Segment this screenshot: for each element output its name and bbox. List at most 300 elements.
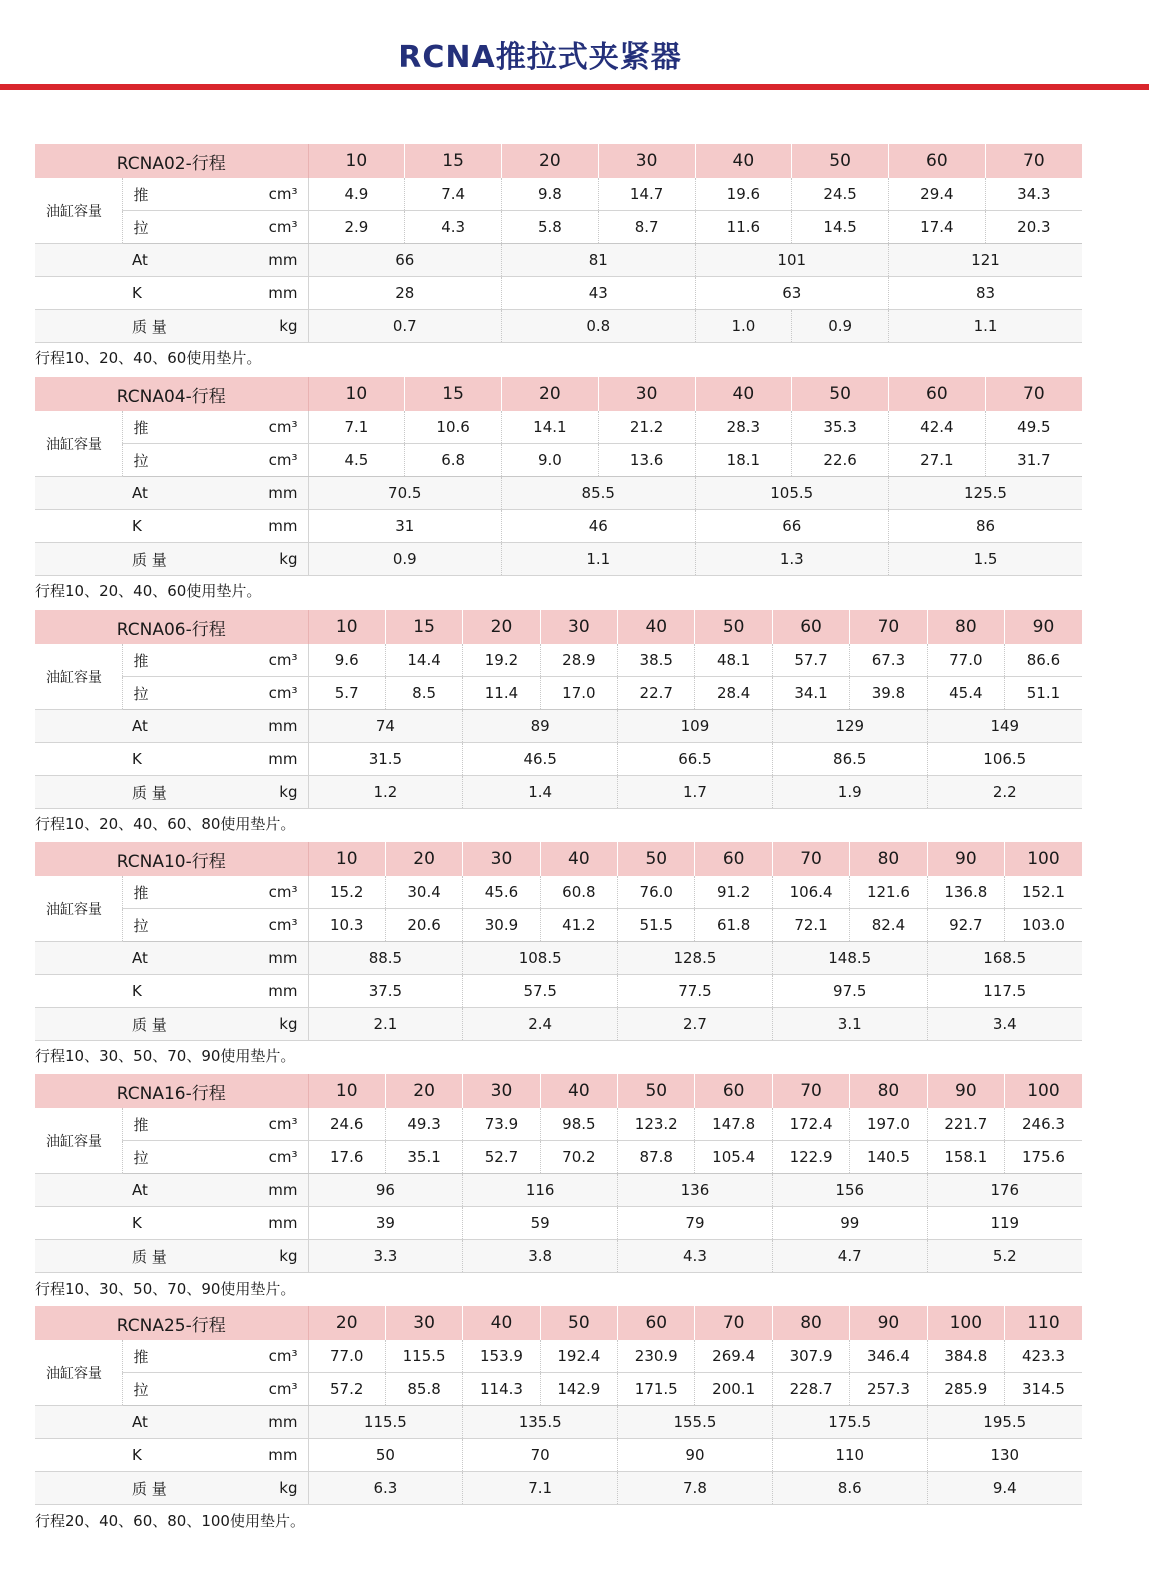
push-capacity-row	[35, 1340, 1082, 1373]
push-value: 60.8	[540, 876, 617, 909]
push-label: 推	[122, 644, 266, 677]
mass-value: 3.3	[308, 1240, 463, 1273]
at-row	[35, 1174, 1082, 1207]
stroke-value: 80	[850, 1074, 927, 1108]
mass-value: 7.8	[618, 1472, 773, 1505]
k-value: 77.5	[618, 975, 773, 1008]
at-value: 156	[772, 1174, 927, 1207]
unit-label: mm	[266, 510, 308, 543]
push-capacity-row	[35, 411, 1082, 444]
mass-value: 1.3	[695, 543, 889, 576]
k-value: 28	[308, 277, 502, 310]
push-capacity-row	[35, 644, 1082, 677]
unit-label: kg	[266, 1472, 308, 1505]
mass-value: 3.4	[927, 1008, 1082, 1041]
push-value: 9.8	[502, 178, 599, 211]
pull-value: 114.3	[463, 1373, 540, 1406]
stroke-header-row	[35, 377, 1082, 411]
unit-label: kg	[266, 310, 308, 343]
stroke-value: 20	[385, 842, 462, 876]
pull-value: 4.3	[405, 211, 502, 244]
k-value: 59	[463, 1207, 618, 1240]
push-label: 推	[122, 1108, 266, 1141]
pull-value: 20.6	[385, 909, 462, 942]
k-value: 43	[502, 277, 696, 310]
stroke-value: 90	[1005, 610, 1082, 644]
k-value: 66	[695, 510, 889, 543]
k-label: K	[35, 1439, 266, 1472]
pull-label: 拉	[122, 444, 266, 477]
pull-value: 57.2	[308, 1373, 385, 1406]
at-label: At	[35, 477, 266, 510]
push-value: 24.6	[308, 1108, 385, 1141]
at-row	[35, 1406, 1082, 1439]
mass-row	[35, 310, 1082, 343]
pull-value: 11.6	[695, 211, 792, 244]
k-value: 110	[772, 1439, 927, 1472]
at-value: 70.5	[308, 477, 502, 510]
k-label: K	[35, 975, 266, 1008]
stroke-value: 20	[463, 610, 540, 644]
pull-value: 61.8	[695, 909, 772, 942]
pull-value: 18.1	[695, 444, 792, 477]
k-value: 57.5	[463, 975, 618, 1008]
pull-value: 39.8	[850, 677, 927, 710]
mass-value: 7.1	[463, 1472, 618, 1505]
push-value: 230.9	[618, 1340, 695, 1373]
pull-value: 142.9	[540, 1373, 617, 1406]
pull-value: 28.4	[695, 677, 772, 710]
pull-value: 13.6	[598, 444, 695, 477]
pull-value: 92.7	[927, 909, 1004, 942]
pull-value: 314.5	[1005, 1373, 1082, 1406]
stroke-header-row	[35, 610, 1082, 644]
stroke-value: 100	[1005, 1074, 1082, 1108]
push-value: 346.4	[850, 1340, 927, 1373]
mass-value: 4.3	[618, 1240, 773, 1273]
push-label: 推	[122, 876, 266, 909]
mass-label: 质 量	[35, 543, 266, 576]
k-row	[35, 1439, 1082, 1472]
stroke-value: 70	[772, 1074, 849, 1108]
k-value: 37.5	[308, 975, 463, 1008]
pull-value: 82.4	[850, 909, 927, 942]
spec-table	[35, 1074, 1082, 1273]
pull-value: 34.1	[772, 677, 849, 710]
k-value: 119	[927, 1207, 1082, 1240]
push-value: 30.4	[385, 876, 462, 909]
at-value: 135.5	[463, 1406, 618, 1439]
push-value: 221.7	[927, 1108, 1004, 1141]
at-row	[35, 710, 1082, 743]
k-value: 90	[618, 1439, 773, 1472]
pull-value: 51.5	[618, 909, 695, 942]
stroke-header-row	[35, 1306, 1082, 1340]
mass-value: 2.1	[308, 1008, 463, 1041]
at-value: 101	[695, 244, 889, 277]
mass-value: 1.1	[889, 310, 1083, 343]
cylinder-capacity-label: 油缸容量	[35, 876, 122, 942]
pull-value: 11.4	[463, 677, 540, 710]
stroke-value: 10	[308, 144, 405, 178]
stroke-value: 60	[772, 610, 849, 644]
pull-value: 285.9	[927, 1373, 1004, 1406]
push-value: 269.4	[695, 1340, 772, 1373]
k-value: 83	[889, 277, 1083, 310]
at-value: 136	[618, 1174, 773, 1207]
k-row	[35, 1207, 1082, 1240]
push-value: 4.9	[308, 178, 405, 211]
pull-value: 171.5	[618, 1373, 695, 1406]
unit-label: kg	[266, 1240, 308, 1273]
push-label: 推	[122, 411, 266, 444]
unit-label: cm³	[266, 1373, 308, 1406]
stroke-value: 70	[850, 610, 927, 644]
push-value: 307.9	[772, 1340, 849, 1373]
push-value: 106.4	[772, 876, 849, 909]
k-row	[35, 510, 1082, 543]
pull-label: 拉	[122, 909, 266, 942]
pull-value: 103.0	[1005, 909, 1082, 942]
mass-value: 2.2	[927, 776, 1082, 809]
k-value: 31	[308, 510, 502, 543]
push-value: 49.3	[385, 1108, 462, 1141]
k-value: 86	[889, 510, 1083, 543]
stroke-value: 30	[598, 144, 695, 178]
push-value: 15.2	[308, 876, 385, 909]
mass-value: 0.9	[308, 543, 502, 576]
k-value: 117.5	[927, 975, 1082, 1008]
pull-value: 30.9	[463, 909, 540, 942]
push-value: 48.1	[695, 644, 772, 677]
stroke-value: 60	[695, 842, 772, 876]
stroke-value: 60	[618, 1306, 695, 1340]
series-label: RCNA02-行程	[35, 144, 308, 178]
unit-label: mm	[266, 277, 308, 310]
push-value: 14.7	[598, 178, 695, 211]
stroke-value: 50	[618, 1074, 695, 1108]
unit-label: mm	[266, 1406, 308, 1439]
push-value: 152.1	[1005, 876, 1082, 909]
k-row	[35, 277, 1082, 310]
mass-label: 质 量	[35, 1008, 266, 1041]
at-row	[35, 477, 1082, 510]
k-value: 70	[463, 1439, 618, 1472]
unit-label: mm	[266, 942, 308, 975]
pull-value: 31.7	[985, 444, 1082, 477]
unit-label: cm³	[266, 677, 308, 710]
mass-value: 9.4	[927, 1472, 1082, 1505]
push-value: 77.0	[927, 644, 1004, 677]
stroke-value: 90	[927, 1074, 1004, 1108]
pull-value: 41.2	[540, 909, 617, 942]
mass-label: 质 量	[35, 776, 266, 809]
unit-label: cm³	[266, 1340, 308, 1373]
pull-value: 9.0	[502, 444, 599, 477]
spec-table	[35, 1306, 1082, 1505]
at-value: 96	[308, 1174, 463, 1207]
push-capacity-row	[35, 876, 1082, 909]
shim-note: 行程10、20、40、60使用垫片。	[35, 582, 262, 600]
pull-value: 17.4	[889, 211, 986, 244]
push-value: 136.8	[927, 876, 1004, 909]
mass-value: 1.7	[618, 776, 773, 809]
push-value: 24.5	[792, 178, 889, 211]
pull-value: 22.7	[618, 677, 695, 710]
pull-value: 122.9	[772, 1141, 849, 1174]
stroke-value: 80	[927, 610, 1004, 644]
pull-value: 52.7	[463, 1141, 540, 1174]
stroke-value: 40	[695, 377, 792, 411]
pull-label: 拉	[122, 211, 266, 244]
cylinder-capacity-label: 油缸容量	[35, 644, 122, 710]
spec-table	[35, 144, 1082, 343]
stroke-value: 40	[463, 1306, 540, 1340]
push-value: 98.5	[540, 1108, 617, 1141]
mass-value: 0.9	[792, 310, 889, 343]
pull-value: 228.7	[772, 1373, 849, 1406]
push-value: 9.6	[308, 644, 385, 677]
pull-value: 17.6	[308, 1141, 385, 1174]
mass-row	[35, 776, 1082, 809]
unit-label: cm³	[266, 444, 308, 477]
push-value: 123.2	[618, 1108, 695, 1141]
k-value: 46	[502, 510, 696, 543]
pull-value: 2.9	[308, 211, 405, 244]
at-value: 128.5	[618, 942, 773, 975]
mass-value: 1.0	[695, 310, 792, 343]
unit-label: mm	[266, 477, 308, 510]
pull-value: 8.5	[385, 677, 462, 710]
title-divider	[0, 84, 1149, 90]
stroke-value: 50	[792, 144, 889, 178]
stroke-value: 30	[385, 1306, 462, 1340]
push-value: 42.4	[889, 411, 986, 444]
pull-value: 20.3	[985, 211, 1082, 244]
spec-table	[35, 842, 1082, 1041]
push-value: 14.1	[502, 411, 599, 444]
mass-row	[35, 1240, 1082, 1273]
push-label: 推	[122, 178, 266, 211]
pull-capacity-row	[35, 1373, 1082, 1406]
push-value: 45.6	[463, 876, 540, 909]
at-value: 88.5	[308, 942, 463, 975]
push-value: 7.4	[405, 178, 502, 211]
push-value: 49.5	[985, 411, 1082, 444]
stroke-value: 50	[695, 610, 772, 644]
unit-label: cm³	[266, 1108, 308, 1141]
at-value: 148.5	[772, 942, 927, 975]
stroke-value: 100	[1005, 842, 1082, 876]
stroke-value: 20	[502, 377, 599, 411]
push-value: 10.6	[405, 411, 502, 444]
at-value: 116	[463, 1174, 618, 1207]
series-label: RCNA25-行程	[35, 1306, 308, 1340]
at-value: 176	[927, 1174, 1082, 1207]
mass-value: 3.8	[463, 1240, 618, 1273]
stroke-value: 110	[1005, 1306, 1082, 1340]
unit-label: cm³	[266, 411, 308, 444]
pull-value: 87.8	[618, 1141, 695, 1174]
series-label: RCNA16-行程	[35, 1074, 308, 1108]
k-value: 86.5	[772, 743, 927, 776]
at-value: 129	[772, 710, 927, 743]
push-value: 35.3	[792, 411, 889, 444]
k-value: 79	[618, 1207, 773, 1240]
pull-value: 200.1	[695, 1373, 772, 1406]
at-value: 109	[618, 710, 773, 743]
push-capacity-row	[35, 1108, 1082, 1141]
unit-label: cm³	[266, 909, 308, 942]
stroke-value: 40	[618, 610, 695, 644]
mass-label: 质 量	[35, 1472, 266, 1505]
stroke-value: 60	[889, 377, 986, 411]
mass-label: 质 量	[35, 1240, 266, 1273]
stroke-value: 50	[792, 377, 889, 411]
at-value: 175.5	[772, 1406, 927, 1439]
shim-note: 行程10、20、40、60、80使用垫片。	[35, 815, 296, 833]
page-title: RCNA推拉式夹紧器	[398, 40, 682, 75]
unit-label: mm	[266, 743, 308, 776]
pull-label: 拉	[122, 677, 266, 710]
shim-note: 行程10、30、50、70、90使用垫片。	[35, 1280, 296, 1298]
mass-value: 1.4	[463, 776, 618, 809]
k-label: K	[35, 510, 266, 543]
mass-value: 6.3	[308, 1472, 463, 1505]
mass-label: 质 量	[35, 310, 266, 343]
stroke-value: 20	[502, 144, 599, 178]
push-value: 91.2	[695, 876, 772, 909]
push-value: 121.6	[850, 876, 927, 909]
at-label: At	[35, 1406, 266, 1439]
unit-label: mm	[266, 1439, 308, 1472]
stroke-value: 50	[618, 842, 695, 876]
push-value: 14.4	[385, 644, 462, 677]
spec-table	[35, 377, 1082, 576]
at-value: 115.5	[308, 1406, 463, 1439]
at-value: 168.5	[927, 942, 1082, 975]
stroke-header-row	[35, 1074, 1082, 1108]
push-value: 19.6	[695, 178, 792, 211]
at-value: 81	[502, 244, 696, 277]
pull-capacity-row	[35, 444, 1082, 477]
stroke-value: 30	[540, 610, 617, 644]
push-value: 246.3	[1005, 1108, 1082, 1141]
pull-value: 6.8	[405, 444, 502, 477]
pull-value: 10.3	[308, 909, 385, 942]
stroke-value: 90	[927, 842, 1004, 876]
at-value: 105.5	[695, 477, 889, 510]
push-value: 172.4	[772, 1108, 849, 1141]
stroke-value: 15	[385, 610, 462, 644]
mass-value: 0.8	[502, 310, 696, 343]
stroke-value: 15	[405, 144, 502, 178]
mass-value: 5.2	[927, 1240, 1082, 1273]
k-value: 50	[308, 1439, 463, 1472]
at-label: At	[35, 942, 266, 975]
unit-label: cm³	[266, 211, 308, 244]
at-value: 125.5	[889, 477, 1083, 510]
at-value: 89	[463, 710, 618, 743]
unit-label: cm³	[266, 178, 308, 211]
cylinder-capacity-label: 油缸容量	[35, 1108, 122, 1174]
push-value: 384.8	[927, 1340, 1004, 1373]
pull-value: 5.7	[308, 677, 385, 710]
unit-label: kg	[266, 776, 308, 809]
push-value: 28.3	[695, 411, 792, 444]
stroke-value: 60	[889, 144, 986, 178]
pull-capacity-row	[35, 1141, 1082, 1174]
at-value: 108.5	[463, 942, 618, 975]
push-label: 推	[122, 1340, 266, 1373]
at-value: 74	[308, 710, 463, 743]
pull-value: 140.5	[850, 1141, 927, 1174]
push-value: 153.9	[463, 1340, 540, 1373]
at-value: 66	[308, 244, 502, 277]
pull-value: 72.1	[772, 909, 849, 942]
pull-label: 拉	[122, 1373, 266, 1406]
k-value: 99	[772, 1207, 927, 1240]
stroke-value: 90	[850, 1306, 927, 1340]
unit-label: mm	[266, 1207, 308, 1240]
series-label: RCNA06-行程	[35, 610, 308, 644]
at-label: At	[35, 244, 266, 277]
pull-value: 8.7	[598, 211, 695, 244]
k-value: 97.5	[772, 975, 927, 1008]
at-label: At	[35, 710, 266, 743]
stroke-header-row	[35, 144, 1082, 178]
k-value: 46.5	[463, 743, 618, 776]
at-value: 85.5	[502, 477, 696, 510]
at-value: 155.5	[618, 1406, 773, 1439]
stroke-value: 50	[540, 1306, 617, 1340]
shim-note: 行程10、30、50、70、90使用垫片。	[35, 1047, 296, 1065]
at-value: 195.5	[927, 1406, 1082, 1439]
at-row	[35, 244, 1082, 277]
mass-value: 2.7	[618, 1008, 773, 1041]
mass-value: 1.2	[308, 776, 463, 809]
pull-value: 257.3	[850, 1373, 927, 1406]
pull-value: 85.8	[385, 1373, 462, 1406]
mass-row	[35, 1008, 1082, 1041]
pull-label: 拉	[122, 1141, 266, 1174]
push-value: 57.7	[772, 644, 849, 677]
push-value: 29.4	[889, 178, 986, 211]
k-label: K	[35, 743, 266, 776]
mass-row	[35, 543, 1082, 576]
push-value: 86.6	[1005, 644, 1082, 677]
unit-label: kg	[266, 543, 308, 576]
at-value: 149	[927, 710, 1082, 743]
stroke-value: 10	[308, 377, 405, 411]
stroke-value: 70	[985, 377, 1082, 411]
stroke-value: 15	[405, 377, 502, 411]
push-value: 34.3	[985, 178, 1082, 211]
series-label: RCNA04-行程	[35, 377, 308, 411]
stroke-value: 70	[772, 842, 849, 876]
cylinder-capacity-label: 油缸容量	[35, 1340, 122, 1406]
push-value: 7.1	[308, 411, 405, 444]
k-row	[35, 975, 1082, 1008]
k-value: 106.5	[927, 743, 1082, 776]
push-value: 115.5	[385, 1340, 462, 1373]
stroke-header-row	[35, 842, 1082, 876]
unit-label: cm³	[266, 1141, 308, 1174]
unit-label: cm³	[266, 644, 308, 677]
push-value: 77.0	[308, 1340, 385, 1373]
stroke-value: 20	[308, 1306, 385, 1340]
stroke-value: 40	[540, 842, 617, 876]
